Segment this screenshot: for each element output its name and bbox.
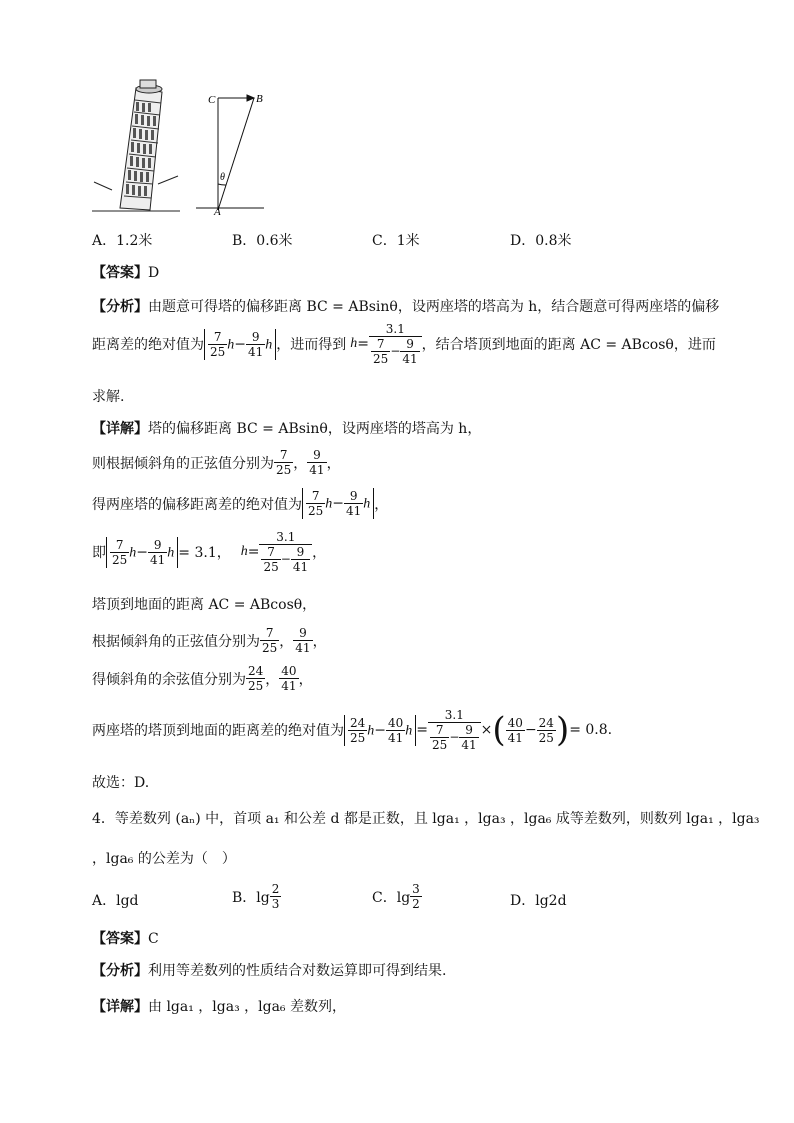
q3-analysis-line-3: 求解. <box>92 389 125 405</box>
answer-tag: 【答案】 <box>92 265 148 281</box>
q3-detail-line-8: 两座塔的塔顶到地面的距离差的绝对值为 $\frac{24}{25}$ h− $\frac{40}{41}$ h = 3.1 $\frac{7}{25}$ − $\frac{9}{41}$ × ( $\frac{40}{41}$ − $\frac{24}{25}$ ) = 0.8 . <box>92 708 613 752</box>
q3-detail-line-5: 塔顶到地面的距离 AC = ABcosθ， <box>92 597 317 613</box>
q3-analysis-line-1: 【分析】由题意可得塔的偏移距离 BC = ABsinθ，设两座塔的塔高为 h，结合题意可得两座塔的偏移 <box>92 299 720 315</box>
q3-conclusion: 故选：D. <box>92 775 150 791</box>
detail-tag: 【详解】 <box>92 421 148 437</box>
q3-analysis-line-2: 距离差的绝对值为 $\frac{7}{25}$ h− $\frac{9}{41}$ h ，进而得到 h = 3.1 $\frac{7}{25}$ − $\frac{9}{41}$ ，结合塔顶到地面的距离 AC = ABcosθ，进而 <box>92 322 716 366</box>
q4-stem-line-1: 4．等差数列 (aₙ) 中，首项 a₁ 和公差 d 都是正数，且 lga₁ ，lga₃ ，lga₆ 成等差数列，则数列 lga₁ ，lga₃ <box>92 811 760 827</box>
q3-detail-line-3: 得两座塔的偏移距离差的绝对值为 $\frac{7}{25}$ h− $\frac{9}{41}$ h ， <box>92 489 389 518</box>
q4-option-a: A．lgd <box>92 893 139 909</box>
q4-detail-line: 【详解】由 lga₁ ，lga₃ ，lga₆ 差数列， <box>92 999 346 1015</box>
q3-option-b: B．0.6米 <box>232 233 293 249</box>
q3-option-d: D．0.8米 <box>510 233 572 249</box>
q4-stem-line-2: ，lga₆ 的公差为（ ） <box>92 851 236 867</box>
label-b: B <box>256 93 263 105</box>
label-a: A <box>214 206 221 216</box>
q3-detail-line-6: 根据倾斜角的正弦值分别为 $\frac{7}{25}$ ， $\frac{9}{41}$ ， <box>92 626 327 655</box>
leaning-tower-illustration <box>92 78 182 213</box>
q4-answer-line: 【答案】C <box>92 931 159 947</box>
q4-analysis-line: 【分析】利用等差数列的性质结合对数运算即可得到结果. <box>92 963 447 979</box>
label-theta: θ <box>220 172 225 183</box>
q3-option-a: A．1.2米 <box>92 233 153 249</box>
q3-detail-line-2: 则根据倾斜角的正弦值分别为 $\frac{7}{25}$ ， $\frac{9}{41}$ ， <box>92 448 341 477</box>
answer-value: D <box>148 265 160 281</box>
q4-option-c: C．lg $\frac{3}{2}$ <box>372 882 420 911</box>
h-formula: 3.1 $\frac{7}{25}$ − $\frac{9}{41}$ <box>369 322 422 366</box>
q3-detail-line-4: 即 $\frac{7}{25}$ h− $\frac{9}{41}$ h = 3.1， h = 3.1 $\frac{7}{25}$ − $\frac{9}{41}$ ， <box>92 530 327 574</box>
q3-answer-line <box>92 262 159 282</box>
q4-option-d: D．lg2d <box>510 893 567 909</box>
tilt-geometry-diagram <box>192 84 282 216</box>
analysis-tag: 【分析】 <box>92 299 148 315</box>
q3-option-c: C．1米 <box>372 233 420 249</box>
q3-detail-line-1: 【详解】塔的偏移距离 BC = ABsinθ，设两座塔的塔高为 h， <box>92 421 482 437</box>
q4-option-b: B．lg $\frac{2}{3}$ <box>232 882 280 911</box>
abs-expression: $\frac{7}{25}$ h− $\frac{9}{41}$ h <box>204 329 276 360</box>
label-c: C <box>208 94 216 106</box>
q3-detail-line-7: 得倾斜角的余弦值分别为 $\frac{24}{25}$ ， $\frac{40}{41}$ ， <box>92 664 313 693</box>
